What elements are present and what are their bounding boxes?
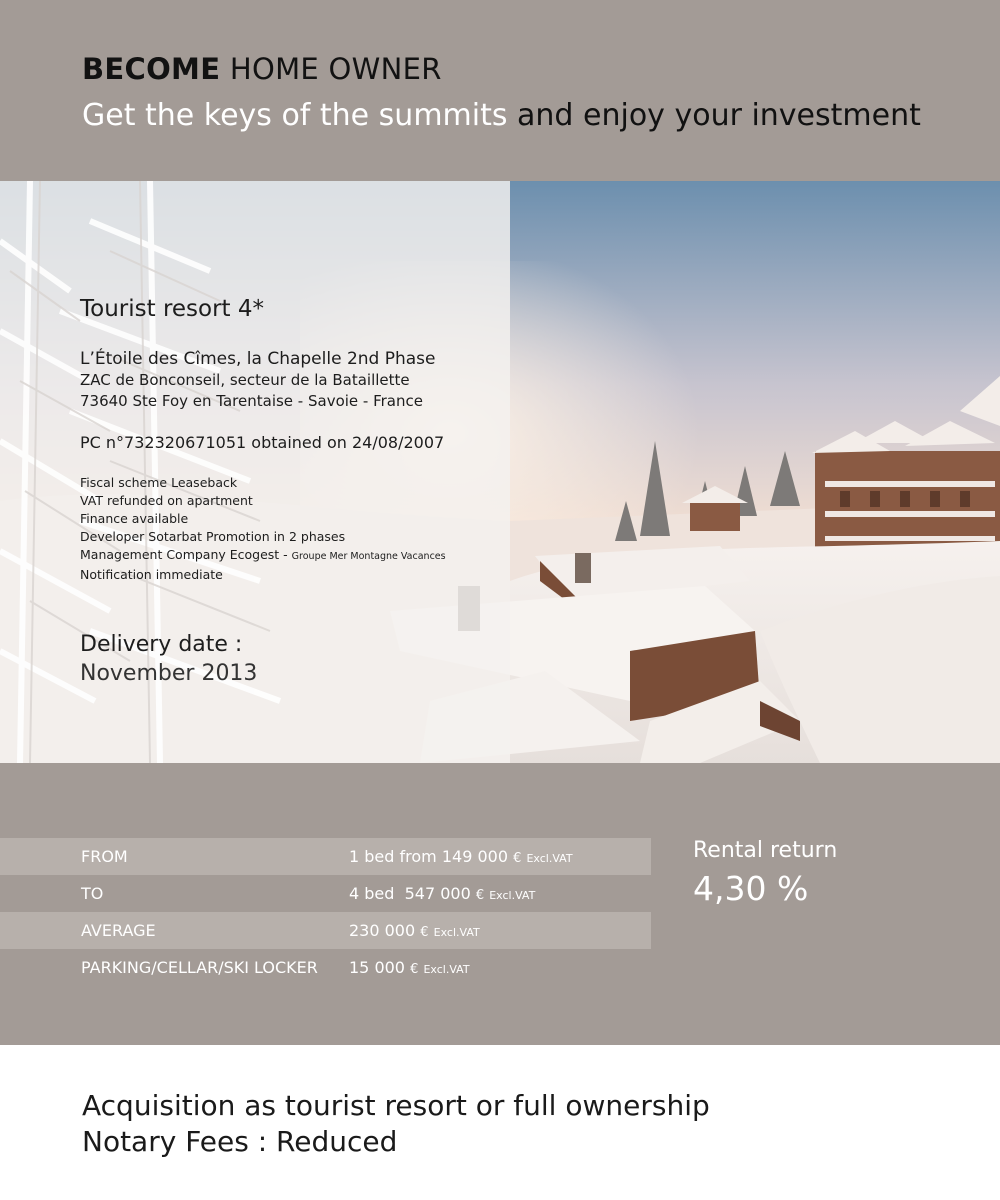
price-row-parking	[0, 949, 651, 986]
price-vat: Excl.VAT	[526, 852, 573, 865]
price-label: FROM	[81, 847, 128, 866]
price-label: PARKING/CELLAR/SKI LOCKER	[81, 958, 318, 977]
feature-item: Fiscal scheme Leaseback	[80, 475, 238, 490]
headline-rest: HOME OWNER	[220, 52, 442, 86]
price-label: AVERAGE	[81, 921, 156, 940]
footer-line-1: Acquisition as tourist resort or full ownership	[82, 1089, 710, 1122]
price-value	[349, 884, 535, 903]
features-list	[80, 474, 446, 584]
delivery-value: November 2013	[80, 661, 258, 686]
price-amount: 15 000	[349, 958, 405, 977]
feature-item: Notification immediate	[80, 567, 223, 582]
price-value	[349, 847, 573, 866]
subline	[82, 98, 921, 133]
address-line-3: 73640 Ste Foy en Tarentaise - Savoie - France	[80, 392, 423, 410]
feature-management-group: Groupe Mer Montagne Vacances	[291, 551, 446, 562]
price-amount: 4 bed 547 000	[349, 884, 471, 903]
rental-return-value: 4,30 %	[693, 869, 809, 908]
price-value	[349, 958, 470, 977]
price-row-to	[0, 875, 651, 912]
property-address	[80, 349, 436, 412]
footer-line-2: Notary Fees : Reduced	[82, 1125, 398, 1158]
subline-rest: and enjoy your investment	[507, 98, 921, 133]
price-vat: Excl.VAT	[489, 889, 536, 902]
property-category: Tourist resort 4*	[80, 296, 265, 322]
delivery-label: Delivery date :	[80, 632, 243, 657]
price-amount: 1 bed from 149 000	[349, 847, 508, 866]
feature-item: Developer Sotarbat Promotion in 2 phases	[80, 529, 346, 544]
feature-item: VAT refunded on apartment	[80, 493, 253, 508]
price-value	[349, 921, 480, 940]
feature-item: Finance available	[80, 511, 189, 526]
price-currency: €	[513, 851, 522, 866]
address-line-1: L’Étoile des Cîmes, la Chapelle 2nd Phase	[80, 349, 436, 369]
price-currency: €	[410, 962, 419, 977]
price-currency: €	[420, 925, 429, 940]
price-row-from	[0, 838, 651, 875]
feature-management: Management Company Ecogest -	[80, 547, 292, 562]
price-currency: €	[475, 888, 485, 903]
price-amount: 230 000	[349, 921, 416, 940]
feature-item	[80, 546, 446, 566]
building-permit: PC n°732320671051 obtained on 24/08/2007	[80, 433, 445, 452]
rental-return-label: Rental return	[693, 838, 838, 863]
subline-highlight: Get the keys of the summits	[82, 98, 508, 133]
headline	[82, 52, 442, 86]
price-vat: Excl.VAT	[433, 926, 480, 939]
headline-bold: BECOME	[82, 52, 221, 86]
header-band	[0, 0, 1000, 181]
price-vat: Excl.VAT	[423, 963, 470, 976]
address-line-2: ZAC de Bonconseil, secteur de la Bataillette	[80, 371, 410, 389]
price-label: TO	[81, 884, 104, 903]
price-row-average	[0, 912, 651, 949]
